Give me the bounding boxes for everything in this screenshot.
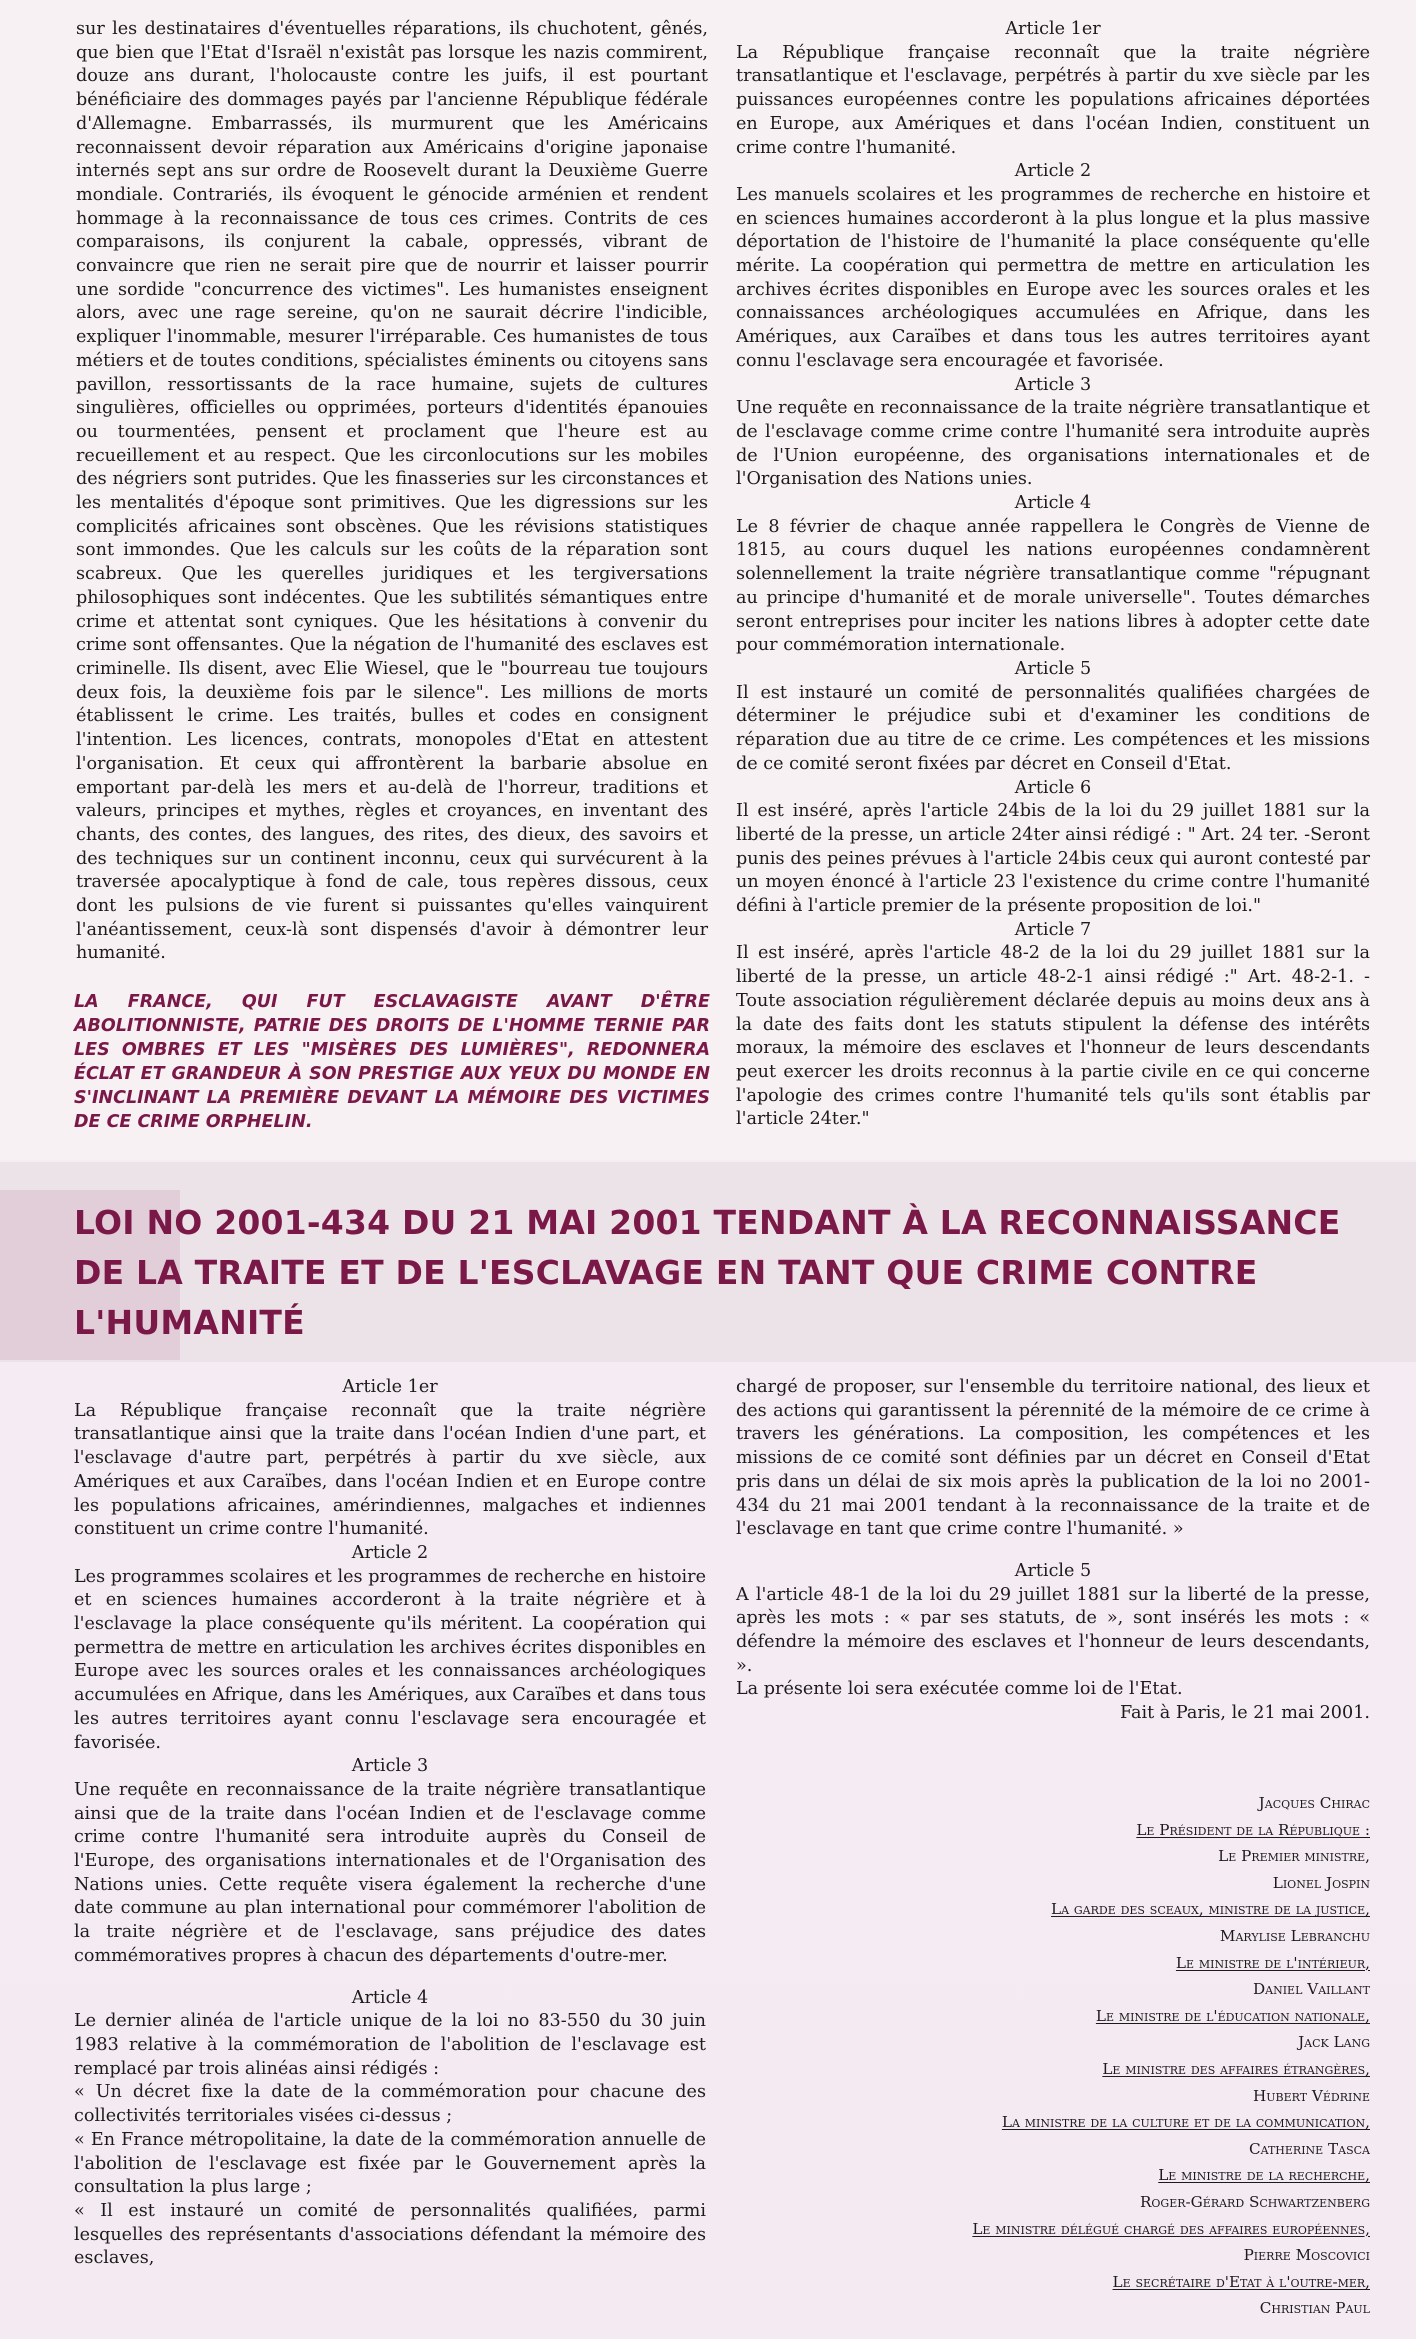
signatory-name: Marylise Lebranchu xyxy=(1219,1926,1370,1945)
article-text: Il est inséré, après l'article 48-2 de la loi du 29 juillet 1881 sur la liberté de la presse, un article 48-2-1 ainsi rédigé :" Art. 48-2-1. - Toute association régulièrement déclarée depuis au moins deux ans à la date des faits dont les statuts stipulent la défense des intérêts moraux, la mémoire des esclaves et l'honneur de leurs descendants peut exercer les droits reconnus à la partie civile en ce qui concerne l'apologie des crimes contre l'humanité tels qu'ils sont établis par l'article 24ter." xyxy=(736,943,1370,1130)
signatory-name: Pierre Moscovici xyxy=(1243,2246,1370,2265)
signature-block xyxy=(770,1790,1370,2322)
article-text: « Un décret fixe la date de la commémoration pour chacune des collectivités territoriales visées ci-dessus ; xyxy=(74,2082,706,2127)
signatory-name: Christian Paul xyxy=(1259,2299,1370,2318)
signatory-title: La garde des sceaux, ministre de la justice, xyxy=(1051,1900,1370,1919)
signed-place-date: Fait à Paris, le 21 mai 2001. xyxy=(1119,1703,1370,1724)
article-text: Une requête en reconnaissance de la traite négrière transatlantique et de l'esclavage comme crime contre l'humanité sera introduite auprès de l'Union européenne, des organisations internationales et de l'Organisation des Nations unies. xyxy=(736,398,1370,490)
callout-quote: LA FRANCE, QUI FUT ESCLAVAGISTE AVANT D'ÊTRE ABOLITIONNISTE, PATRIE DES DROITS DE L'HOMME TERNIE PAR LES OMBRES ET LES "MISÈRES DES LUMIÈRES", REDONNERA ÉCLAT ET GRANDEUR À SON PRESTIGE AUX YEUX DU MONDE EN S'INCLINANT LA PREMIÈRE DEVANT LA MÉMOIRE DES VICTIMES DE CE CRIME ORPHELIN. xyxy=(74,992,710,1132)
signatory-title: Le ministre de l'éducation nationale, xyxy=(1095,2006,1370,2025)
essay-column xyxy=(76,18,708,966)
article-text: Il est inséré, après l'article 24bis de la loi du 29 juillet 1881 sur la liberté de la presse, un article 24ter ainsi rédigé : " Art. 24 ter. -Seront punis des peines prévues à l'article 24bis ceux qui auront contesté par un moyen énoncé à l'article 23 l'existence du crime contre l'humanité défini à l'article premier de la présente proposition de loi." xyxy=(736,801,1370,917)
signatory-title: La ministre de la culture et de la communication, xyxy=(1001,2113,1370,2132)
signatory-name: Hubert Védrine xyxy=(1253,2086,1370,2105)
article-heading: Article 4 xyxy=(351,1987,429,2008)
signatory-name: Jacques Chirac xyxy=(1258,1794,1370,1812)
signatory-title: Le ministre de l'intérieur, xyxy=(1175,1953,1370,1972)
article-text: Les manuels scolaires et les programmes de recherche en histoire et en sciences humaines accorderont à la plus longue et la plus massive déportation de l'histoire de l'humanité la place conséquente qu'elle mérite. La coopération qui permettra de mettre en articulation les archives écrites disponibles en Europe avec les sources orales et les connaissances archéologiques accumulées en Afrique, dans les Amériques, aux Caraïbes et dans tous les autres territoires ayant connu l'esclavage sera encouragée et favorisée. xyxy=(736,184,1370,371)
article-closing: La présente loi sera exécutée comme loi de l'Etat. xyxy=(736,1679,1183,1700)
article-heading: Article 5 xyxy=(1014,1560,1092,1581)
article-text: Les programmes scolaires et les programmes de recherche en histoire et en sciences humaines accorderont à la traite négrière et à l'esclavage la place conséquente qu'ils méritent. La coopération qui permettra de mettre en articulation les archives écrites disponibles en Europe avec les sources orales et les connaissances archéologiques accumulées en Afrique, dans les Amériques, aux Caraïbes et dans tous les autres territoires ayant connu l'esclavage sera encouragée et favorisée. xyxy=(74,1566,706,1753)
article-heading: Article 2 xyxy=(351,1542,429,1563)
proposal-articles-column xyxy=(736,18,1370,1132)
article-text: Il est instauré un comité de personnalités qualifiées chargées de déterminer le préjudice subi et d'examiner les conditions de réparation due au titre de ce crime. Les compétences et les missions de ce comité seront fixées par décret en Conseil d'Etat. xyxy=(736,682,1370,774)
signatory-name: Roger-Gérard Schwartzenberg xyxy=(1139,2192,1370,2211)
signatory-title: Le secrétaire d'Etat à l'outre-mer, xyxy=(1112,2272,1370,2291)
law-title: LOI NO 2001-434 DU 21 MAI 2001 TENDANT À LA RECONNAISSANCE DE LA TRAITE ET DE L'ESCLAVAGE EN TANT QUE CRIME CONTRE L'HUMANITÉ xyxy=(74,1203,1341,1342)
article-heading: Article 1er xyxy=(342,1377,438,1397)
article-heading: Article 4 xyxy=(1014,493,1092,514)
article-heading: Article 1er xyxy=(1005,19,1101,39)
signatory-name: Catherine Tasca xyxy=(1248,2139,1370,2158)
signatory-title: Le Président de la République : xyxy=(1136,1820,1370,1839)
article-heading: Article 3 xyxy=(351,1756,429,1777)
article-text: A l'article 48-1 de la loi du 29 juillet 1881 sur la liberté de la presse, après les mots : « par ses statuts, de », sont insérés les mots : « défendre la mémoire des esclaves et l'honneur de leurs descendants, ». xyxy=(736,1584,1370,1676)
article-heading: Article 6 xyxy=(1014,777,1092,798)
article-text: « Il est instauré un comité de personnalités qualifiées, parmi lesquelles des représentants d'associations défendant la mémoire des esclaves, xyxy=(74,2200,706,2269)
article-text: Le 8 février de chaque année rappellera le Congrès de Vienne de 1815, au cours duquel les nations européennes condamnèrent solennellement la traite négrière transatlantique comme "répugnant au principe d'humanité et de morale universelle". Toutes démarches seront entreprises pour inciter les nations libres à adopter cette date pour commémoration internationale. xyxy=(736,516,1370,656)
signatory-title: Le ministre délégué chargé des affaires européennes, xyxy=(972,2219,1370,2238)
signatory-title: Le ministre des affaires étrangères, xyxy=(1102,2059,1370,2078)
article-heading: Article 2 xyxy=(1014,161,1092,182)
article-4-continuation: chargé de proposer, sur l'ensemble du territoire national, des lieux et des actions qui garantissent la pérennité de la mémoire de ce crime à travers les générations. La composition, les compétences et les missions de ce comité sont définies par un décret en Conseil d'Etat pris dans un délai de six mois après la publication de la loi no 2001-434 du 21 mai 2001 tendant à la reconnaissance de la traite et de l'esclavage en tant que crime contre l'humanité. » xyxy=(736,1377,1370,1540)
signatory-name: Jack Lang xyxy=(1298,2033,1370,2052)
law-articles-left-column xyxy=(74,1376,706,2271)
article-heading: Article 3 xyxy=(1014,374,1092,395)
signatory-title: Le ministre de la recherche, xyxy=(1158,2166,1370,2185)
law-articles-right-column xyxy=(736,1376,1370,1726)
article-text: « En France métropolitaine, la date de la commémoration annuelle de l'abolition de l'esclavage est fixée par le Gouvernement après la consultation la plus large ; xyxy=(74,2129,706,2198)
article-heading: Article 5 xyxy=(1014,658,1092,679)
article-heading: Article 7 xyxy=(1014,919,1092,940)
article-text: La République française reconnaît que la traite négrière transatlantique et l'esclavage, perpétrés à partir du xve siècle par les puissances européennes contre les populations africaines déportées en Europe, aux Amériques et dans l'océan Indien, constituent un crime contre l'humanité. xyxy=(736,42,1370,158)
article-text: Le dernier alinéa de l'article unique de la loi no 83-550 du 30 juin 1983 relative à la commémoration de l'abolition de l'esclavage est remplacé par trois alinéas ainsi rédigés : xyxy=(74,2011,706,2079)
signatory-name: Daniel Vaillant xyxy=(1252,1980,1370,1999)
article-text: Une requête en reconnaissance de la traite négrière transatlantique ainsi que de la traite dans l'océan Indien et de l'esclavage comme crime contre l'humanité sera introduite auprès du Conseil de l'Europe, des organisations internationales et de l'Organisation des Nations unies. Cette requête visera également la recherche d'une date commune au plan international pour commémorer l'abolition de la traite négrière et de l'esclavage, sans préjudice des dates commémoratives propres à chacun des départements d'outre-mer. xyxy=(74,1779,706,1966)
signatory-name: Le Premier ministre, xyxy=(1218,1847,1370,1866)
essay-paragraph: sur les destinataires d'éventuelles réparations, ils chuchotent, gênés, que bien que l'Etat d'Israël n'existât pas lorsque les nazis commirent, douze ans durant, l'holocauste contre les juifs, il est pourtant bénéficiaire des dommages payés par l'ancienne République fédérale d'Allemagne. Embarrassés, ils murmurent que les Américains reconnaissent devoir réparation aux Américains d'origine japonaise internés sept ans sur ordre de Roosevelt durant la Deuxième Guerre mondiale. Contrariés, ils évoquent le génocide arménien et rendent hommage à la reconnaissance de tous ces crimes. Contrits de ces comparaisons, ils conjurent la cabale, oppressés, vibrant de convaincre que rien ne serait pire que de nourrir et laisser pourrir une sordide "concurrence des victimes". Les humanistes enseignent alors, avec une rage sereine, qu'on ne saurait décrire l'indicible, expliquer l'inommable, mesurer l'irréparable. Ces humanistes de tous métiers et de toutes conditions, spécialistes éminents ou citoyens sans pavillon, ressortissants de la race humaine, sujets de cultures singulières, officielles ou opprimées, porteurs d'identités épanouies ou tourmentées, pensent et proclament que l'heure est au recueillement et au respect. Que les circonlocutions sur les mobiles des négriers sont putrides. Que les finasseries sur les circonstances et les mentalités d'époque sont primitives. Que les digressions sur les complicités africaines sont obscènes. Que les révisions statistiques sont immondes. Que les calculs sur les coûts de la réparation sont scabreux. Que les querelles juridiques et les tergiversations philosophiques sont indécentes. Que les subtilités sémantiques entre crime et attentat sont cyniques. Que les hésitations à convenir du crime sont offensantes. Que la négation de l'humanité des esclaves est criminelle. Ils disent, avec Elie Wiesel, que le "bourreau tue toujours deux fois, la deuxième fois par le silence". Les millions de morts établissent le crime. Les traités, bulles et codes en consignent l'intention. Les licences, contrats, monopoles d'Etat en attestent l'organisation. Et ceux qui affrontèrent la barbarie absolue en emportant par-delà les mers et au-delà de l'horreur, traditions et valeurs, principes et mythes, règles et croyances, en inventant des chants, des contes, des langues, des rites, des dieux, des savoirs et des techniques sur un continent inconnu, ceux qui survécurent à la traversée apocalyptique à fond de cale, tous repères dissous, ceux dont les pulsions de vie furent si puissantes qu'elles vainquirent l'anéantissement, ceux-là sont dispensés d'avoir à démontrer leur humanité. xyxy=(76,19,708,964)
signatory-name: Lionel Jospin xyxy=(1272,1873,1370,1892)
article-text: La République française reconnaît que la traite négrière transatlantique ainsi que la traite dans l'océan Indien d'une part, et l'esclavage d'autre part, perpétrés à partir du xve siècle, aux Amériques et aux Caraïbes, dans l'océan Indien et en Europe contre les populations africaines, amérindiennes, malgaches et indiennes constituent un crime contre l'humanité. xyxy=(74,1400,706,1540)
